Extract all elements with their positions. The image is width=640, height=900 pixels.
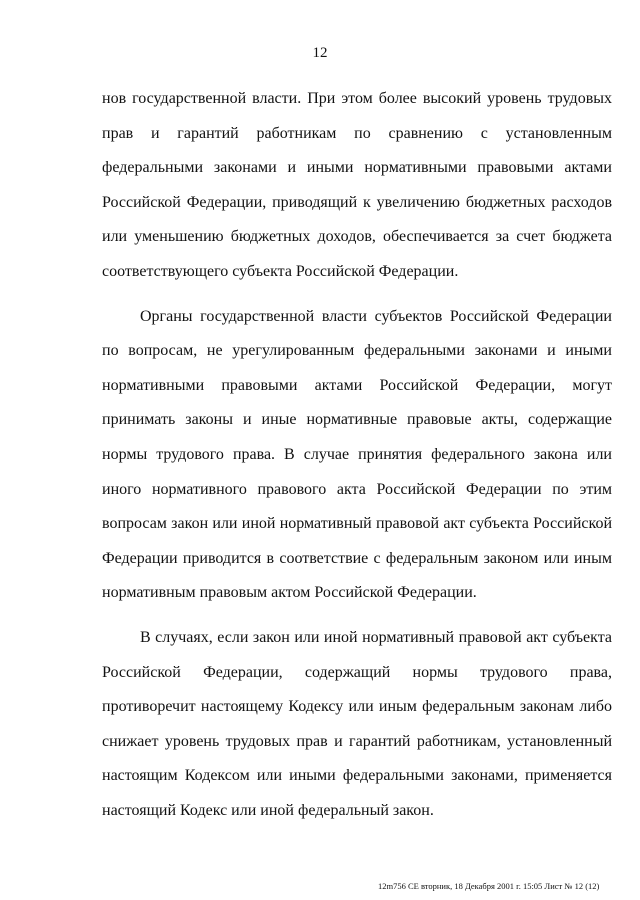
paragraph-regional-authorities: Органы государственной власти субъектов Российской Федерации по вопросам, не урегулированным федеральными законами и иными нормативными правовыми актами Российской Федерации, могут принимать законы и иные нормативные правовые акты, содержащие нормы трудового права. В случае принятия федерального закона или иного нормативного правового акта Российской Федерации по этим вопросам закон или иной нормативный правовой акт субъекта Российской Федерации приводится в соответствие с федеральным законом или иным нормативным правовым актом Российской Федерации. <box>102 307 612 602</box>
paragraph-continuation: нов государственной власти. При этом более высокий уровень трудовых прав и гарантий работникам по сравнению с установленным федеральными законами и иными нормативными правовыми актами Российской Федерации, приводящий к увеличению бюджетных расходов или уменьшению бюджетных доходов, обеспечивается за счет бюджета соответствующего субъекта Российской Федерации. <box>102 90 612 280</box>
page-number: 12 <box>312 45 328 61</box>
document-footer: 12m756 СЕ вторник, 18 Декабря 2001 г. 15:05 Лист № 12 (12) <box>378 881 600 891</box>
paragraph-conflict-of-laws: В случаях, если закон или иной нормативный правовой акт субъекта Российской Федерации, содержащий нормы трудового права, противоречит настоящему Кодексу или иным федеральным законам либо снижает уровень трудовых прав и гарантий работникам, установленный настоящим Кодексом или иными федеральными законами, применяется настоящий Кодекс или иной федеральный закон. <box>102 628 612 819</box>
document-body <box>102 82 612 838</box>
